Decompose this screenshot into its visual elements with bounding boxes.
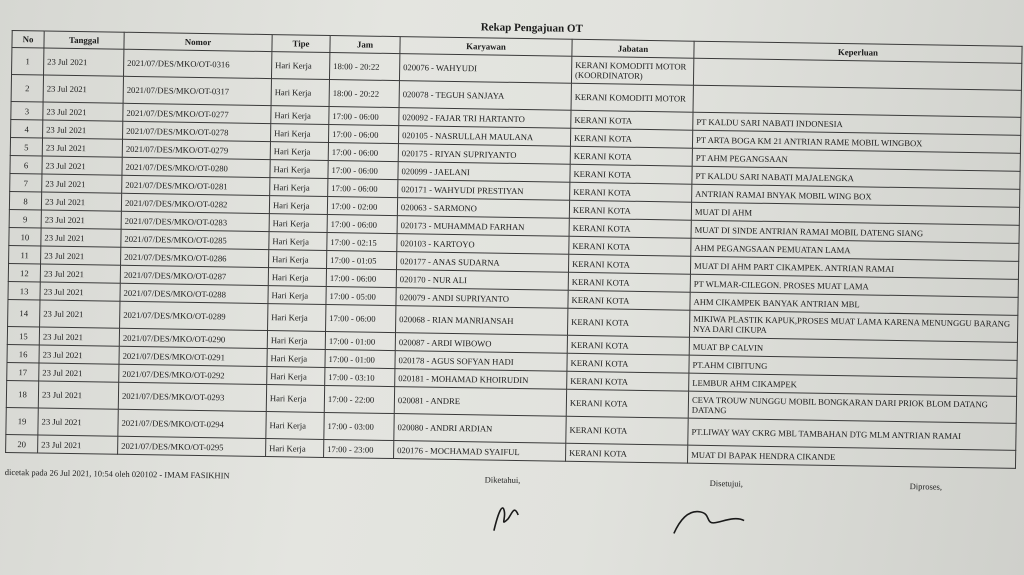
- cell-tipe: Hari Kerja: [270, 160, 328, 179]
- cell-tipe: Hari Kerja: [267, 331, 325, 350]
- cell-jabatan: KERANI KOTA: [567, 353, 689, 373]
- header-tanggal: Tanggal: [44, 31, 124, 49]
- header-jabatan: Jabatan: [572, 39, 694, 58]
- cell-jabatan: KERANI KOTA: [567, 335, 689, 355]
- cell-tanggal: 23 Jul 2021: [40, 264, 120, 283]
- cell-nomor: 2021/07/DES/MKO/OT-0286: [121, 247, 269, 267]
- cell-karyawan: 020076 - WAHYUDI: [399, 54, 571, 84]
- cell-nomor: 2021/07/DES/MKO/OT-0291: [119, 346, 267, 366]
- cell-tipe: Hari Kerja: [267, 367, 325, 386]
- cell-jam: 17:00 - 06:00: [328, 178, 398, 197]
- cell-no: 1: [12, 48, 44, 75]
- cell-tipe: Hari Kerja: [270, 124, 328, 143]
- header-jam: Jam: [330, 36, 400, 54]
- approved-label: Disetujui,: [709, 478, 744, 489]
- cell-jam: 17:00 - 03:00: [324, 412, 394, 440]
- cell-jam: 17:00 - 01:00: [325, 349, 395, 368]
- cell-jam: 17:00 - 06:00: [328, 160, 398, 179]
- cell-tipe: Hari Kerja: [268, 304, 326, 332]
- cell-nomor: 2021/07/DES/MKO/OT-0295: [118, 436, 266, 456]
- cell-tanggal: 23 Jul 2021: [40, 282, 120, 301]
- cell-tanggal: 23 Jul 2021: [38, 435, 118, 454]
- cell-karyawan: 020078 - TEGUH SANJAYA: [399, 81, 571, 111]
- cell-jam: 17:00 - 06:00: [328, 142, 398, 161]
- cell-jabatan: KERANI KOMODITI MOTOR (KOORDINATOR): [571, 56, 693, 85]
- cell-jam: 17:00 - 01:05: [327, 250, 397, 269]
- cell-tipe: Hari Kerja: [268, 286, 326, 305]
- cell-jabatan: KERANI KOTA: [569, 236, 691, 256]
- cell-nomor: 2021/07/DES/MKO/OT-0317: [123, 76, 271, 105]
- cell-jam: 17:00 - 22:00: [324, 385, 394, 413]
- overtime-table: [5, 30, 1023, 469]
- cell-keperluan: PT AHM PEGANGSAAN: [692, 148, 1020, 171]
- header-no: No: [12, 31, 44, 49]
- known-label: Diketahui,: [484, 474, 521, 486]
- cell-karyawan: 020178 - AGUS SOFYAN HADI: [395, 351, 567, 372]
- cell-jabatan: KERANI KOTA: [568, 272, 690, 292]
- cell-karyawan: 020063 - SARMONO: [397, 198, 569, 219]
- cell-nomor: 2021/07/DES/MKO/OT-0282: [121, 193, 269, 213]
- cell-tipe: Hari Kerja: [266, 412, 324, 440]
- cell-keperluan: MUAT DI AHM: [691, 202, 1019, 225]
- cell-tipe: Hari Kerja: [271, 106, 329, 125]
- cell-no: 4: [11, 119, 43, 138]
- cell-nomor: 2021/07/DES/MKO/OT-0288: [120, 283, 268, 303]
- header-tipe: Tipe: [272, 35, 330, 53]
- cell-tanggal: 23 Jul 2021: [39, 345, 119, 364]
- cell-keperluan: PT KALDU SARI NABATI MAJALENGKA: [692, 166, 1020, 189]
- cell-tanggal: 23 Jul 2021: [39, 327, 119, 346]
- cell-nomor: 2021/07/DES/MKO/OT-0279: [122, 139, 270, 159]
- header-karyawan: Karyawan: [400, 37, 572, 57]
- cell-tipe: Hari Kerja: [269, 196, 327, 215]
- cell-keperluan: MUAT BP CALVIN: [689, 337, 1017, 360]
- cell-tanggal: 23 Jul 2021: [43, 120, 123, 139]
- cell-keperluan: PT.AHM CIBITUNG: [689, 355, 1017, 378]
- cell-nomor: 2021/07/DES/MKO/OT-0278: [123, 121, 271, 141]
- cell-keperluan: PT ARTA BOGA KM 21 ANTRIAN RAME MOBIL WINGBOX: [692, 130, 1020, 153]
- cell-tipe: Hari Kerja: [269, 214, 327, 233]
- cell-jabatan: KERANI KOTA: [568, 254, 690, 274]
- cell-keperluan: CEVA TROUW NUNGGU MOBIL BONGKARAN DARI PRIOK BLOM DATANG DATANG: [688, 391, 1016, 423]
- cell-nomor: 2021/07/DES/MKO/OT-0287: [120, 265, 268, 285]
- cell-nomor: 2021/07/DES/MKO/OT-0294: [118, 409, 266, 438]
- cell-jam: 17:00 - 01:00: [325, 331, 395, 350]
- cell-jam: 17:00 - 02:15: [327, 232, 397, 251]
- cell-karyawan: 020079 - ANDI SUPRIYANTO: [396, 288, 568, 309]
- cell-no: 8: [9, 191, 41, 210]
- cell-karyawan: 020170 - NUR ALI: [396, 270, 568, 291]
- signature-marks: [474, 492, 775, 537]
- cell-jam: 17:00 - 03:10: [325, 367, 395, 386]
- cell-jabatan: KERANI KOTA: [569, 218, 691, 238]
- cell-jam: 17:00 - 23:00: [324, 439, 394, 458]
- cell-jam: 17:00 - 05:00: [326, 286, 396, 305]
- processed-label: Diproses,: [909, 481, 943, 492]
- cell-jam: 17:00 - 06:00: [327, 214, 397, 233]
- cell-tanggal: 23 Jul 2021: [42, 138, 122, 157]
- cell-karyawan: 020173 - MUHAMMAD FARHAN: [397, 216, 569, 237]
- cell-nomor: 2021/07/DES/MKO/OT-0293: [118, 382, 266, 411]
- cell-no: 3: [11, 101, 43, 120]
- cell-tanggal: 23 Jul 2021: [39, 363, 119, 382]
- cell-tanggal: 23 Jul 2021: [40, 300, 120, 328]
- cell-nomor: 2021/07/DES/MKO/OT-0285: [121, 229, 269, 249]
- cell-nomor: 2021/07/DES/MKO/OT-0280: [122, 157, 270, 177]
- cell-jabatan: KERANI KOTA: [566, 416, 688, 445]
- printed-note: dicetak pada 26 Jul 2021, 10:54 oleh 020102 - IMAM FASIKHIN: [4, 466, 230, 481]
- cell-tanggal: 23 Jul 2021: [41, 246, 121, 265]
- cell-karyawan: 020176 - MOCHAMAD SYAIFUL: [394, 441, 566, 462]
- cell-karyawan: 020081 - ANDRE: [394, 387, 566, 417]
- cell-no: 5: [10, 137, 42, 156]
- cell-keperluan: MUAT DI BAPAK HENDRA CIKANDE: [687, 445, 1015, 468]
- cell-tipe: Hari Kerja: [270, 178, 328, 197]
- cell-no: 19: [6, 407, 38, 434]
- report-footer: [4, 459, 1015, 515]
- cell-jam: 18:00 - 20:22: [329, 79, 399, 107]
- cell-tipe: Hari Kerja: [270, 142, 328, 161]
- cell-jam: 17:00 - 06:00: [326, 304, 396, 332]
- cell-nomor: 2021/07/DES/MKO/OT-0277: [123, 103, 271, 123]
- cell-nomor: 2021/07/DES/MKO/OT-0292: [119, 364, 267, 384]
- cell-tipe: Hari Kerja: [271, 52, 329, 80]
- cell-keperluan: MUAT DI SINDE ANTRIAN RAMAI MOBIL DATENG SIANG: [691, 220, 1019, 243]
- cell-jam: 18:00 - 20:22: [329, 52, 399, 80]
- cell-no: 12: [8, 263, 40, 282]
- cell-jam: 17:00 - 06:00: [326, 268, 396, 287]
- cell-keperluan: PT WLMAR-CILEGON. PROSES MUAT LAMA: [690, 274, 1018, 297]
- cell-no: 14: [8, 299, 40, 326]
- cell-jam: 17:00 - 02:00: [327, 196, 397, 215]
- cell-keperluan: AHM PEGANGSAAN PEMUATAN LAMA: [691, 238, 1019, 261]
- cell-tanggal: 23 Jul 2021: [42, 174, 122, 193]
- cell-karyawan: 020103 - KARTOYO: [397, 234, 569, 255]
- cell-jabatan: KERANI KOTA: [570, 182, 692, 202]
- cell-tanggal: 23 Jul 2021: [38, 381, 118, 409]
- cell-jabatan: KERANI KOTA: [569, 200, 691, 220]
- cell-jabatan: KERANI KOTA: [568, 290, 690, 310]
- cell-tipe: Hari Kerja: [266, 385, 324, 413]
- cell-karyawan: 020068 - RIAN MANRIANSAH: [396, 306, 568, 336]
- cell-tipe: Hari Kerja: [267, 349, 325, 368]
- cell-tanggal: 23 Jul 2021: [43, 102, 123, 121]
- header-keperluan: Keperluan: [694, 41, 1022, 63]
- cell-jabatan: KERANI KOTA: [566, 443, 688, 463]
- overtime-report: [4, 12, 1022, 515]
- cell-no: 18: [6, 380, 38, 407]
- cell-nomor: 2021/07/DES/MKO/OT-0316: [124, 49, 272, 78]
- cell-karyawan: 020175 - RIYAN SUPRIYANTO: [398, 144, 570, 165]
- cell-keperluan: PT KALDU SARI NABATI INDONESIA: [693, 112, 1021, 135]
- cell-tipe: Hari Kerja: [268, 268, 326, 287]
- cell-tanggal: 23 Jul 2021: [41, 210, 121, 229]
- cell-karyawan: 020177 - ANAS SUDARNA: [397, 252, 569, 273]
- cell-karyawan: 020171 - WAHYUDI PRESTIYAN: [398, 180, 570, 201]
- cell-jam: 17:00 - 06:00: [328, 124, 398, 143]
- cell-keperluan: MUAT DI AHM PART CIKAMPEK. ANTRIAN RAMAI: [690, 256, 1018, 279]
- cell-no: 16: [7, 344, 39, 363]
- cell-tipe: Hari Kerja: [271, 79, 329, 107]
- cell-jam: 17:00 - 06:00: [329, 106, 399, 125]
- cell-karyawan: 020092 - FAJAR TRI HARTANTO: [399, 108, 571, 129]
- cell-karyawan: 020105 - NASRULLAH MAULANA: [398, 126, 570, 147]
- report-title: Rekap Pengajuan OT: [480, 21, 583, 35]
- cell-jabatan: KERANI KOTA: [567, 308, 689, 337]
- cell-jabatan: KERANI KOTA: [570, 128, 692, 148]
- cell-tanggal: 23 Jul 2021: [43, 75, 123, 103]
- cell-tanggal: 23 Jul 2021: [44, 48, 124, 76]
- cell-no: 2: [11, 75, 43, 102]
- cell-keperluan: LEMBUR AHM CIKAMPEK: [689, 373, 1017, 396]
- cell-jabatan: KERANI KOTA: [571, 110, 693, 130]
- cell-no: 10: [9, 227, 41, 246]
- cell-keperluan: MIKIWA PLASTIK KAPUK,PROSES MUAT LAMA KARENA MENUNGGU BARANG NYA DARI CIKUPA: [689, 310, 1017, 342]
- cell-tanggal: 23 Jul 2021: [42, 156, 122, 175]
- cell-no: 17: [7, 362, 39, 381]
- cell-jabatan: KERANI KOTA: [570, 164, 692, 184]
- cell-keperluan: AHM CIKAMPEK BANYAK ANTRIAN MBL: [690, 292, 1018, 315]
- cell-nomor: 2021/07/DES/MKO/OT-0290: [119, 328, 267, 348]
- cell-karyawan: 020080 - ANDRI ARDIAN: [394, 414, 566, 444]
- cell-keperluan: PT.LIWAY WAY CKRG MBL TAMBAHAN DTG MLM ANTRIAN RAMAI: [688, 418, 1016, 450]
- cell-no: 20: [6, 434, 38, 453]
- cell-karyawan: 020099 - JAELANI: [398, 162, 570, 183]
- cell-keperluan: ANTRIAN RAMAI BNYAK MOBIL WING BOX: [692, 184, 1020, 207]
- cell-tipe: Hari Kerja: [269, 232, 327, 251]
- cell-tipe: Hari Kerja: [266, 439, 324, 458]
- cell-no: 6: [10, 155, 42, 174]
- cell-tanggal: 23 Jul 2021: [41, 192, 121, 211]
- cell-tanggal: 23 Jul 2021: [38, 408, 118, 436]
- header-nomor: Nomor: [124, 32, 272, 51]
- cell-jabatan: KERANI KOMODITI MOTOR: [571, 83, 693, 112]
- cell-no: 7: [10, 173, 42, 192]
- cell-no: 15: [7, 326, 39, 345]
- cell-nomor: 2021/07/DES/MKO/OT-0283: [121, 211, 269, 231]
- cell-jabatan: KERANI KOTA: [567, 371, 689, 391]
- cell-tipe: Hari Kerja: [269, 250, 327, 269]
- cell-tanggal: 23 Jul 2021: [41, 228, 121, 247]
- cell-karyawan: 020181 - MOHAMAD KHOIRUDIN: [395, 369, 567, 390]
- cell-jabatan: KERANI KOTA: [570, 146, 692, 166]
- cell-karyawan: 020087 - ARDI WIBOWO: [395, 333, 567, 354]
- cell-nomor: 2021/07/DES/MKO/OT-0289: [120, 301, 268, 330]
- cell-no: 9: [9, 209, 41, 228]
- cell-nomor: 2021/07/DES/MKO/OT-0281: [122, 175, 270, 195]
- cell-jabatan: KERANI KOTA: [566, 389, 688, 418]
- cell-no: 13: [8, 281, 40, 300]
- cell-no: 11: [9, 245, 41, 264]
